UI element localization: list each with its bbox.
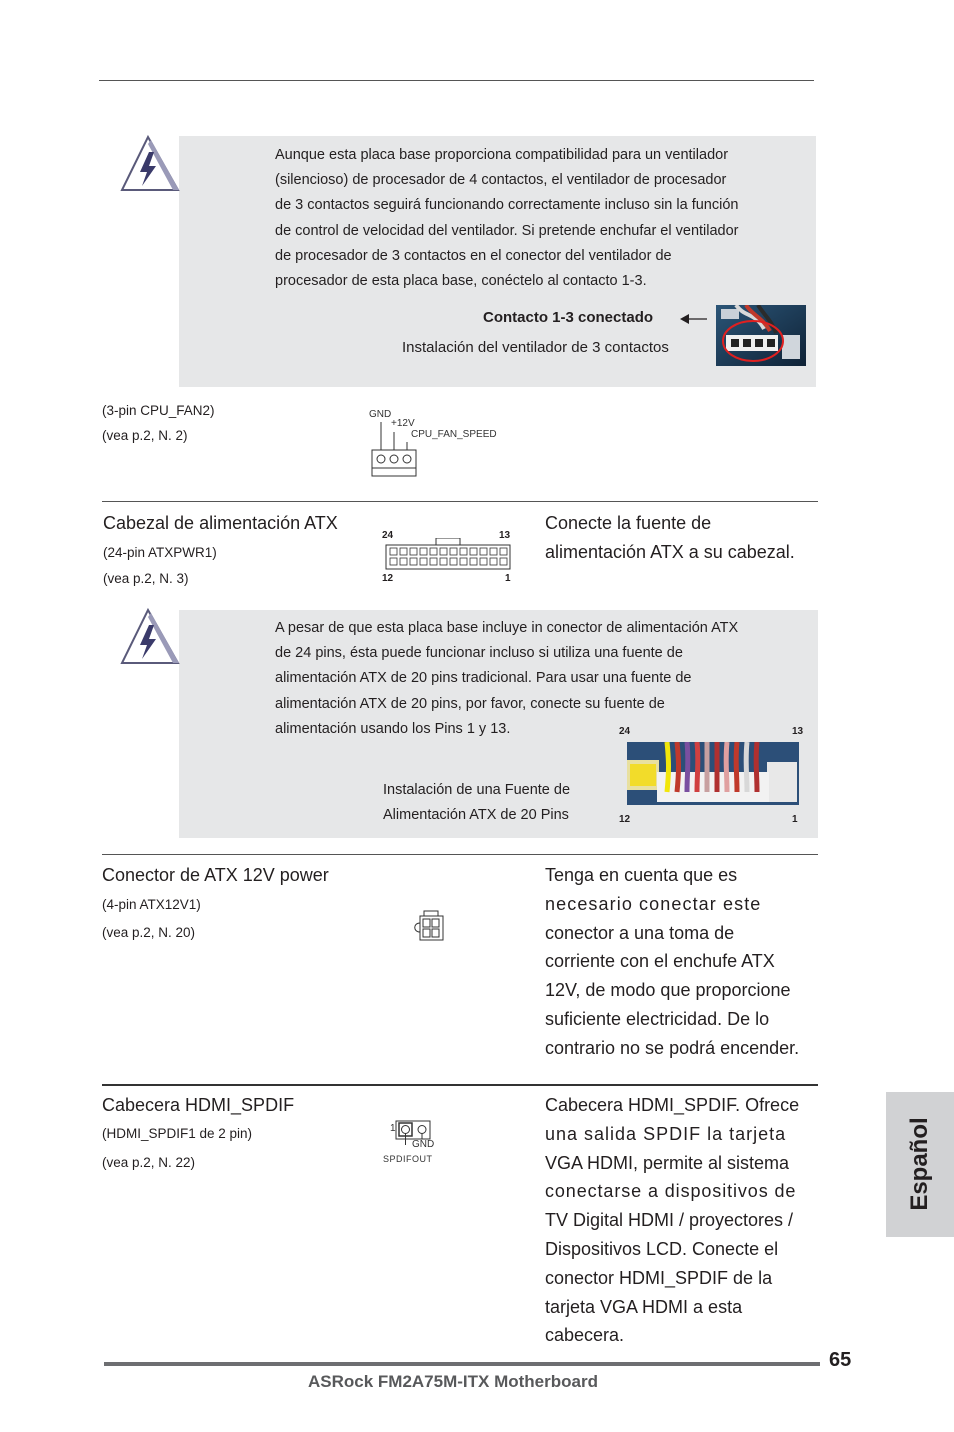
atx-pin	[500, 558, 507, 565]
atx-pin	[390, 558, 397, 565]
warning1-line: de 3 contactos seguirá funcionando correctamente incluso sin la función	[275, 197, 739, 214]
spdif-pin-gnd: GND	[412, 1139, 435, 1150]
atx-pin	[460, 558, 467, 565]
atx-power-title: Cabezal de alimentación ATX	[103, 513, 338, 533]
atx12v-desc-line: Tenga en cuenta que es	[545, 865, 738, 885]
atx12v-desc-line: 12V, de modo que proporcione	[545, 980, 791, 1001]
warning-icon	[118, 134, 182, 194]
hdmi-spdif-desc-line: conector HDMI_SPDIF de la	[545, 1267, 773, 1288]
atx12v-title: Conector de ATX 12V power	[102, 865, 329, 885]
atx20-caption-line: Instalación de una Fuente de	[383, 782, 571, 798]
hdmi-spdif-sub2: (vea p.2, N. 22)	[102, 1155, 196, 1170]
hdmi-spdif-desc-line: Dispositivos LCD. Conecte el	[545, 1238, 779, 1259]
footer-rule	[104, 1362, 820, 1366]
warning2-line: alimentación ATX de 20 pins tradicional. Para usar una fuente de	[275, 670, 692, 687]
atx-pin	[430, 548, 437, 555]
atx12v-sub1: (4-pin ATX12V1)	[102, 897, 201, 912]
warning1-text	[275, 143, 820, 294]
hdmi-spdif-desc-line: cabecera.	[545, 1325, 625, 1346]
atx-pin	[470, 548, 477, 555]
atx20-install-caption	[383, 778, 570, 828]
hdmi-spdif-desc-line: tarjeta VGA HDMI a esta	[545, 1296, 743, 1317]
atx-pin	[430, 558, 437, 565]
atx-pin	[490, 548, 497, 555]
hdmi-spdif-desc-line: Cabecera HDMI_SPDIF. Ofrece	[545, 1095, 800, 1115]
atx-pin	[480, 558, 487, 565]
warning1-line: Aunque esta placa base proporciona compatibilidad para un ventilador	[275, 147, 729, 163]
atx20-pin-13: 13	[792, 726, 804, 737]
page-number: 65	[829, 1349, 852, 1371]
warning-icon	[118, 607, 182, 667]
arrow-left-icon	[680, 313, 708, 325]
atx12v-desc-line: conector a una toma de	[545, 922, 735, 943]
atx20-caption-line: Alimentación ATX de 20 Pins	[383, 807, 569, 824]
section-rule	[102, 1084, 818, 1086]
hdmi-spdif-desc-line: TV Digital HDMI / proyectores /	[545, 1210, 794, 1231]
fan-install-caption: Instalación del ventilador de 3 contactos	[402, 339, 669, 356]
atx-pin	[410, 558, 417, 565]
atx12v-desc-line: suficiente electricidad. De lo	[545, 1008, 770, 1029]
atx-pin	[480, 548, 487, 555]
atx-pin	[500, 548, 507, 555]
cpu-fan2-speed: CPU_FAN_SPEED	[411, 429, 497, 440]
hdmi-spdif-desc-line: conectarse a dispositivos de	[545, 1181, 797, 1202]
atx-pin-13: 13	[499, 530, 511, 541]
warning2-line: alimentación ATX de 20 pins, por favor, conecte su fuente de	[275, 695, 665, 712]
pin13-caption-text: Contacto 1-3 conectado	[483, 309, 654, 326]
atx-pin	[440, 548, 447, 555]
atx-pin	[400, 558, 407, 565]
atx-pin	[390, 548, 397, 555]
atx-power-desc-line: Conecte la fuente de	[545, 513, 712, 533]
atx-pin	[420, 558, 427, 565]
warning2-line: de 24 pins, ésta puede funcionar incluso si utiliza una fuente de	[275, 645, 683, 662]
atx12v-sub2: (vea p.2, N. 20)	[102, 925, 196, 940]
cpu-fan2-gnd: GND	[369, 409, 392, 420]
warning2-line: alimentación usando los Pins 1 y 13.	[275, 720, 511, 737]
atx12v-desc	[545, 861, 799, 1063]
atx-power-sub1: (24-pin ATXPWR1)	[103, 545, 217, 560]
atx-pin	[470, 558, 477, 565]
atx-pin-1: 1	[505, 573, 511, 584]
spdif-pin-out: SPDIFOUT	[383, 1154, 433, 1164]
atx-pin	[440, 558, 447, 565]
warning1-line: de procesador de 3 contactos en el conector del ventilador de	[275, 247, 672, 264]
warning1-line: procesador de esta placa base, conéctelo al contacto 1-3.	[275, 273, 647, 290]
warning1-line: (silencioso) de procesador de 4 contactos, el ventilador de procesador	[275, 172, 727, 189]
pin13-caption	[483, 309, 653, 326]
atx-pin	[490, 558, 497, 565]
atx12v-diagram	[411, 910, 447, 942]
cpu-fan2-ref: (vea p.2, N. 2)	[102, 428, 188, 443]
atx12v-desc-line: necesario conectar este	[545, 893, 762, 914]
atx-pin	[460, 548, 467, 555]
cpu-fan2-pin-label: (3-pin CPU_FAN2)	[102, 403, 215, 418]
atx-pin	[410, 548, 417, 555]
atx-pin	[450, 548, 457, 555]
atx-power-desc	[545, 509, 795, 567]
atx-power-desc-line: alimentación ATX a su cabezal.	[545, 541, 795, 562]
atx-pin	[450, 558, 457, 565]
atx-pin	[420, 548, 427, 555]
hdmi-spdif-desc-line: VGA HDMI, permite al sistema	[545, 1152, 790, 1173]
hdmi-spdif-desc-line: una salida SPDIF la tarjeta	[545, 1123, 787, 1144]
hdmi-spdif-title: Cabecera HDMI_SPDIF	[102, 1095, 295, 1115]
atx12v-desc-line: contrario no se podrá encender.	[545, 1037, 800, 1058]
section-rule	[102, 854, 818, 855]
footer-model: ASRock FM2A75M-ITX Motherboard	[308, 1372, 598, 1391]
language-tab-label: Español	[906, 1117, 933, 1211]
atx20-pin-24: 24	[619, 726, 631, 737]
atx-pin-12: 12	[382, 573, 394, 584]
atx-pin	[400, 548, 407, 555]
warning1-line: de control de velocidad del ventilador. Si pretende enchufar el ventilador	[275, 222, 739, 239]
top-rule	[99, 80, 814, 81]
atx20-pin-1: 1	[792, 814, 798, 825]
section-rule	[102, 501, 818, 502]
hdmi-spdif-sub1: (HDMI_SPDIF1 de 2 pin)	[102, 1126, 253, 1141]
atx-power-sub2: (vea p.2, N. 3)	[103, 571, 189, 586]
cpu-fan2-12v: +12V	[391, 418, 415, 429]
warning2-text	[275, 616, 820, 742]
atx24-diagram	[384, 538, 512, 572]
hdmi-spdif-desc	[545, 1091, 799, 1350]
warning2-line: A pesar de que esta placa base incluye in conector de alimentación ATX	[275, 620, 739, 636]
cpu-fan2-label	[102, 403, 215, 443]
atx-pin-24: 24	[382, 530, 394, 541]
atx12v-desc-line: corriente con el enchufe ATX	[545, 951, 775, 972]
atx20-pin-12: 12	[619, 814, 631, 825]
fan-connector-photo	[716, 305, 806, 366]
atx20-photo	[627, 742, 799, 805]
cpu-fan2-diagram	[368, 420, 420, 478]
spdif-pin-1: 1	[390, 1123, 396, 1134]
